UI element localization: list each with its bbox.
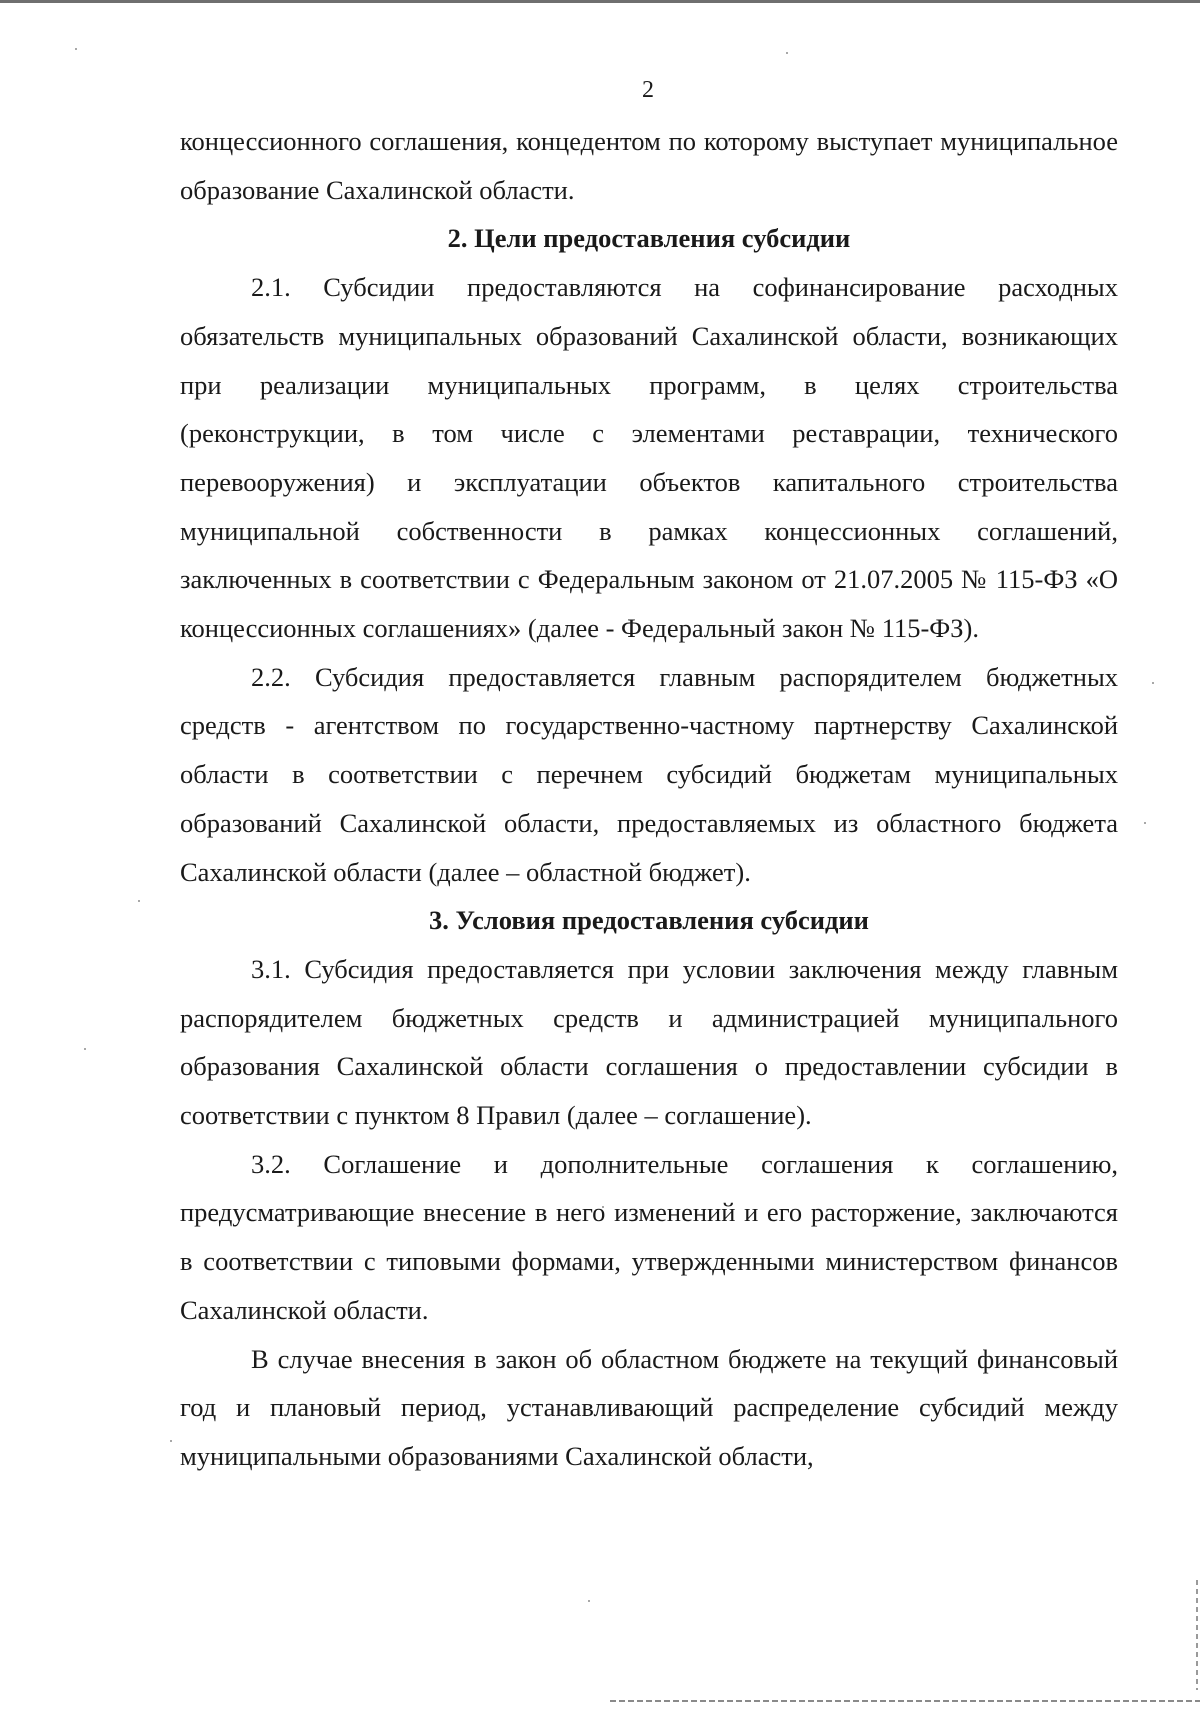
scan-speck	[1152, 682, 1154, 684]
scan-speck	[786, 52, 788, 54]
intro-paragraph: концессионного соглашения, концедентом по которому выступает муниципальное образование Сахалинской области.	[180, 126, 1118, 205]
scan-bottom-edge	[610, 1700, 1200, 1702]
paragraph-2-1: 2.1. Субсидии предоставляются на софинансирование расходных обязательств муниципальных образований Сахалинской области, возникающих при реализации муниципальных программ, в целях строительства (реконструкции, в том числе с элементами реставрации, технического перевооружения) и эксплуатации объектов капитального строительства муниципальной собственности в рамках концессионных соглашений, заключенных в соответствии с Федеральным законом от 21.07.2005 № 115-ФЗ «О концессионных соглашениях» (далее - Федеральный закон № 115-ФЗ).	[180, 272, 1118, 644]
scan-speck	[170, 1440, 172, 1442]
paragraph-3-2-continuation: В случае внесения в закон об областном бюджете на текущий финансовый год и плановый период, устанавливающий распределение субсидий между муниципальными образованиями Сахалинской области,	[180, 1343, 1118, 1471]
scan-right-edge	[1196, 1580, 1198, 1690]
paragraph-3-1: 3.1. Субсидия предоставляется при условии заключения между главным распорядителем бюджетных средств и администрацией муниципального образования Сахалинской области соглашения о предоставлении субсидии в соответствии с пунктом 8 Правил (далее – соглашение).	[180, 953, 1118, 1131]
scan-speck	[75, 48, 77, 50]
scan-speck	[588, 1600, 590, 1602]
document-body	[180, 117, 1118, 1481]
page-number: 2	[642, 77, 654, 103]
scan-speck	[138, 900, 140, 902]
scan-top-edge	[0, 0, 1200, 3]
paragraph-3-2: 3.2. Соглашение и дополнительные соглашения к соглашению, предусматривающие внесение в него изменений и его расторжение, заключаются в соответствии с типовыми формами, утвержденными министерством финансов Сахалинской области.	[180, 1148, 1118, 1325]
section-heading-2: 2. Цели предоставления субсидии	[447, 223, 851, 254]
scan-speck	[84, 1048, 86, 1050]
paragraph-2-2: 2.2. Субсидия предоставляется главным распорядителем бюджетных средств - агентством по государственно-частному партнерству Сахалинской области в соответствии с перечнем субсидий бюджетам муниципальных образований Сахалинской области, предоставляемых из областного бюджета Сахалинской области (далее – областной бюджет).	[180, 661, 1118, 887]
section-heading-3: 3. Условия предоставления субсидии	[429, 905, 869, 936]
scan-speck	[1144, 822, 1146, 824]
